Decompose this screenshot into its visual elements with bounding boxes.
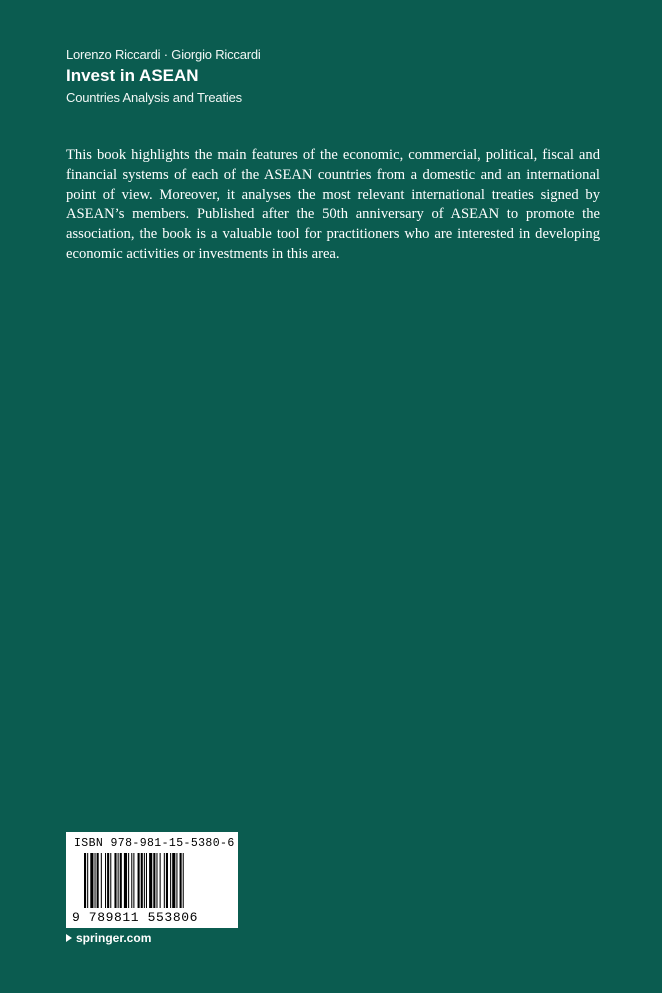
barcode-bar [146,853,147,908]
barcode-digits: 9 789811 553806 [72,910,199,925]
publisher-label: springer.com [76,931,152,945]
barcode-bar [90,853,93,908]
barcode-bar [105,853,106,908]
barcode-bar [97,853,99,908]
barcode-bar [84,853,86,908]
barcode-bar [180,853,182,908]
barcode-bar [149,853,152,908]
barcode-bar [120,853,122,908]
barcode-bar [138,853,140,908]
barcode-bar [164,853,165,908]
barcode-bar [131,853,132,908]
book-subtitle: Countries Analysis and Treaties [66,90,242,105]
arrow-right-icon [66,934,72,942]
barcode-bar [133,853,134,908]
barcode-bar [144,853,145,908]
barcode-bar [153,853,155,908]
barcode-bar [107,853,109,908]
book-title: Invest in ASEAN [66,66,199,85]
barcode-bar [124,853,127,908]
barcode-bar [87,853,88,908]
barcode-bar [156,853,157,908]
barcode-bar [160,853,161,908]
barcode-bar [166,853,168,908]
barcode-bar [176,853,177,908]
header [66,46,606,107]
barcode-bar [141,853,143,908]
barcode-bar [172,853,175,908]
barcode-bar [128,853,129,908]
barcode-bar [118,853,119,908]
barcode-bar [170,853,171,908]
barcode-bar [101,853,102,908]
barcode-bar [95,853,96,908]
isbn-barcode [66,832,238,928]
authors: Lorenzo Riccardi · Giorgio Riccardi [66,47,261,62]
book-description: This book highlights the main features of the economic, commercial, political, fiscal and financial systems of each of the ASEAN countries from a domestic and an international point of view. Moreover, it analyses the most relevant international treaties signed by ASEAN’s members. Published after the 50th anniversary of ASEAN to promote the association, the book is a valuable tool for practitioners who are interested in developing economic activities or investments in this area. [66,147,600,262]
publisher-link[interactable] [66,931,151,945]
barcode-bar [183,853,184,908]
barcode-bar [110,853,111,908]
barcode-bar [114,853,116,908]
isbn-label: ISBN 978-981-15-5380-6 [74,837,235,850]
